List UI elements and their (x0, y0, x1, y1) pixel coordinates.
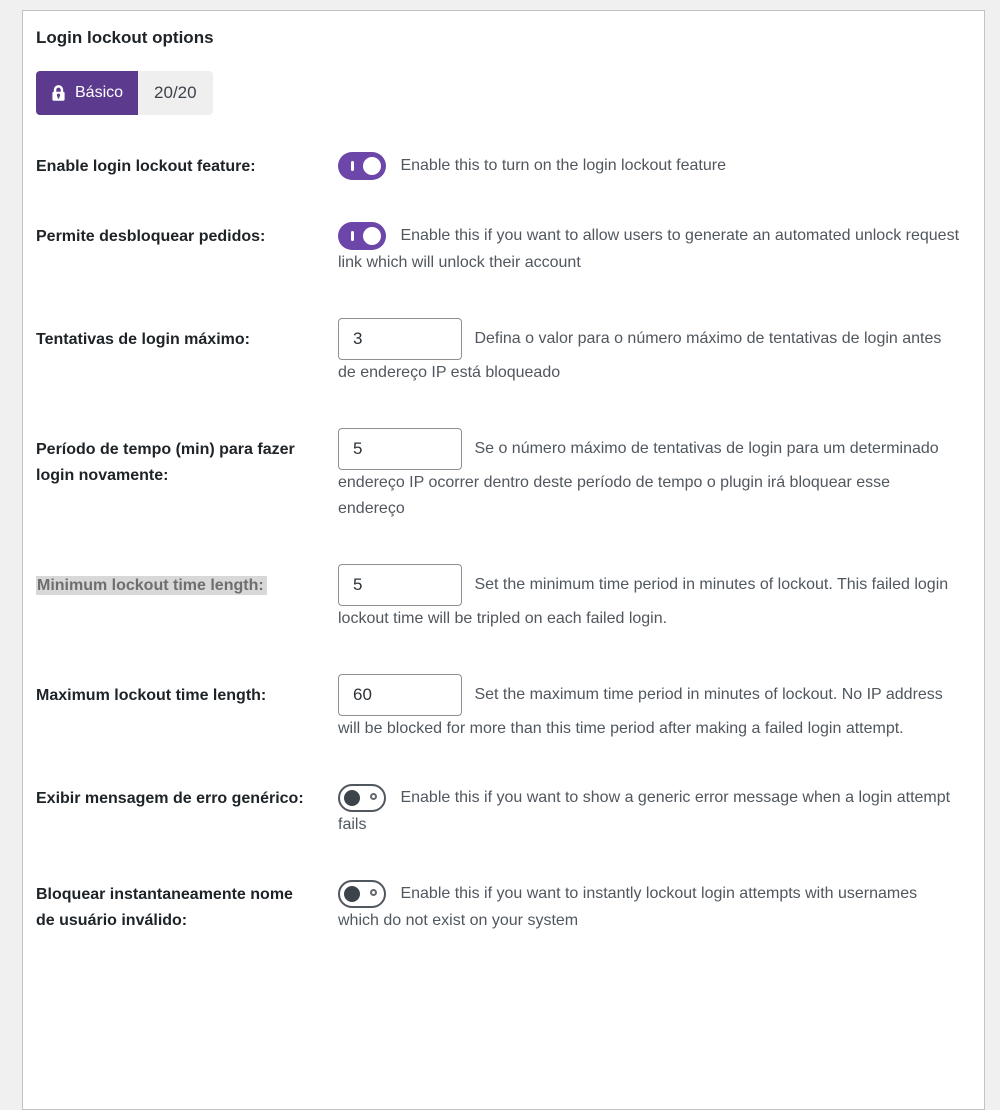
setting-row-retry-time-period (36, 428, 960, 522)
input-min-lockout-time[interactable] (338, 564, 462, 606)
setting-label-min-lockout-time (36, 564, 338, 632)
setting-content-min-lockout-time (338, 564, 960, 632)
setting-label-generic-error-message (36, 784, 338, 838)
setting-row-instant-lockout-invalid-username (36, 880, 960, 934)
toggle-instant-lockout-invalid-username[interactable] (338, 880, 386, 908)
toggle-generic-error-message[interactable] (338, 784, 386, 812)
label-text: Permite desbloquear pedidos: (36, 228, 266, 245)
toggle-allow-unlock-requests[interactable] (338, 222, 386, 250)
setting-label-retry-time-period (36, 428, 338, 522)
lock-icon (51, 84, 66, 102)
toggle-enable-login-lockout[interactable] (338, 152, 386, 180)
setting-content-instant-lockout-invalid-username (338, 880, 960, 934)
toggle-knob (344, 886, 360, 902)
setting-row-max-login-attempts (36, 318, 960, 386)
setting-description: Enable this if you want to instantly lockout login attempts with usernames which do not exist on your system (338, 885, 918, 929)
setting-description: Enable this if you want to allow users to generate an automated unlock request link which will unlock their account (338, 227, 960, 271)
label-text: Enable login lockout feature: (36, 158, 256, 175)
basic-plan-badge (36, 71, 213, 115)
toggle-on-mark (351, 231, 354, 241)
setting-description: Enable this if you want to show a generic error message when a login attempt fails (338, 789, 951, 833)
setting-content-max-login-attempts (338, 318, 960, 386)
setting-label-instant-lockout-invalid-username (36, 880, 338, 934)
toggle-knob (344, 790, 360, 806)
setting-row-generic-error-message (36, 784, 960, 838)
setting-label-enable-login-lockout (36, 152, 338, 180)
setting-label-allow-unlock-requests (36, 222, 338, 276)
input-retry-time-period[interactable] (338, 428, 462, 470)
setting-description: Set the minimum time period in minutes of lockout. This failed login lockout time will be tripled on each failed login. (338, 576, 949, 627)
settings-rows (36, 152, 960, 934)
setting-content-max-lockout-time (338, 674, 960, 742)
toggle-off-mark (370, 793, 377, 800)
label-text: Bloquear instantaneamente nome de usuário inválido: (36, 886, 293, 929)
setting-content-generic-error-message (338, 784, 960, 838)
label-text: Maximum lockout time length: (36, 687, 267, 704)
toggle-knob (363, 157, 381, 175)
page-title: Login lockout options (36, 28, 214, 47)
input-max-lockout-time[interactable] (338, 674, 462, 716)
login-lockout-options-panel (22, 10, 985, 1110)
setting-description: Enable this to turn on the login lockout feature (396, 157, 726, 175)
badge-plan-segment (36, 71, 138, 115)
toggle-knob (363, 227, 381, 245)
input-max-login-attempts[interactable] (338, 318, 462, 360)
setting-label-max-lockout-time (36, 674, 338, 742)
setting-description: Se o número máximo de tentativas de login para um determinado endereço IP ocorrer dentro deste período de tempo o plugin irá bloquear esse endereço (338, 440, 939, 517)
toggle-off-mark (370, 889, 377, 896)
setting-row-max-lockout-time (36, 674, 960, 742)
setting-description: Set the maximum time period in minutes of lockout. No IP address will be blocked for more than this time period after making a failed login attempt. (338, 686, 943, 737)
badge-count: 20/20 (138, 71, 213, 115)
label-text: Exibir mensagem de erro genérico: (36, 790, 304, 807)
setting-label-max-login-attempts (36, 318, 338, 386)
setting-content-retry-time-period (338, 428, 960, 522)
label-text: Período de tempo (min) para fazer login novamente: (36, 441, 295, 484)
setting-row-min-lockout-time (36, 564, 960, 632)
badge-plan-label: Básico (75, 84, 124, 101)
setting-row-allow-unlock-requests (36, 222, 960, 276)
toggle-on-mark (351, 161, 354, 171)
label-text: Tentativas de login máximo: (36, 331, 250, 348)
setting-description: Defina o valor para o número máximo de tentativas de login antes de endereço IP está bloqueado (338, 330, 942, 381)
setting-content-allow-unlock-requests (338, 222, 960, 276)
highlighted-label-text: Minimum lockout time length: (36, 576, 267, 595)
setting-content-enable-login-lockout (338, 152, 960, 180)
setting-row-enable-login-lockout (36, 152, 960, 180)
